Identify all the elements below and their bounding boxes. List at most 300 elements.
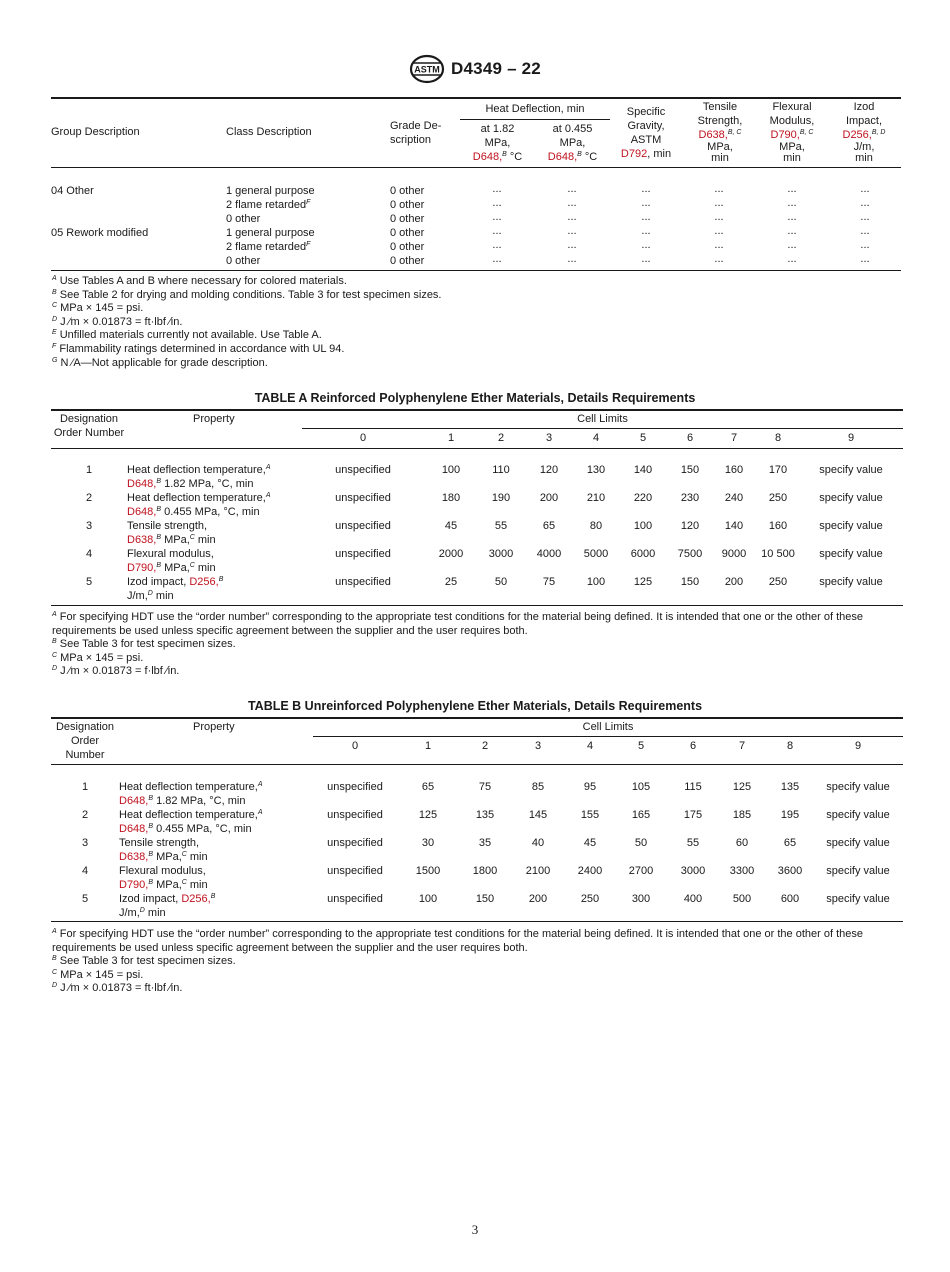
property-line-1 [127, 576, 223, 590]
footnote [52, 982, 182, 995]
d648-link[interactable]: D648, [472, 151, 503, 163]
sg-line3: ASTM [630, 134, 662, 146]
hd-b-line2: MPa, [559, 137, 586, 149]
value-cell: ... [714, 183, 724, 195]
cell-limit-header: 1 [447, 432, 455, 444]
iz-line2: Impact, [845, 115, 883, 127]
cell-limit-value: specify value [826, 837, 890, 849]
cell-limit-value: 1800 [472, 865, 498, 877]
cell-limit-value: specify value [826, 865, 890, 877]
footnote-mark: D [52, 982, 58, 990]
cell-limit-header: 3 [534, 740, 542, 752]
ts-line2: Strength, [697, 115, 743, 127]
property-units: min [186, 851, 208, 863]
footnote-mark: B [148, 851, 154, 858]
cell-limit-value: 65 [783, 837, 797, 849]
value-cell: ... [492, 197, 502, 209]
property-line-1 [127, 520, 207, 534]
footnote-mark: B [156, 478, 162, 485]
property-name: Heat deflection temperature, [127, 464, 266, 476]
footnote [52, 316, 182, 329]
footnote-text: Use Tables A and B where necessary for colored materials. [59, 275, 347, 287]
col-header-class: Class Description [226, 126, 312, 138]
iz-line1: Izod [853, 101, 875, 113]
d648-link[interactable]: D648, [547, 151, 578, 163]
table-b-h-property: Property [193, 721, 235, 733]
footnote-text: requirements be used unless specific agreement between the supplier and the user requires both. [52, 624, 528, 637]
svg-text:ASTM: ASTM [414, 64, 440, 75]
cell-limit-value: 230 [680, 492, 700, 504]
cell-limit-value: 195 [780, 809, 800, 821]
cell-limit-value: 160 [768, 520, 788, 532]
footnote [52, 969, 143, 982]
order-number: 4 [85, 548, 93, 560]
cell-limit-value: 150 [680, 576, 700, 588]
footnote-mark: C [52, 302, 58, 310]
cell-limit-value: 3300 [729, 865, 755, 877]
property-units: 1.82 MPa, °C, min [153, 795, 246, 807]
property-line-1 [119, 809, 262, 823]
property-name: Heat deflection temperature, [127, 492, 266, 504]
value-cell: ... [492, 225, 502, 237]
standard-link[interactable]: D648, [127, 478, 157, 490]
footnote-text: See Table 3 for test specimen sizes. [59, 955, 236, 968]
class-description [226, 185, 315, 199]
value-cell: ... [787, 211, 797, 223]
cell-limit-value: 210 [586, 492, 606, 504]
footnote [52, 343, 344, 356]
property-line-1 [119, 837, 199, 851]
cell-limit-value: 150 [680, 464, 700, 476]
footnote-mark: D [147, 590, 153, 597]
footnote-text: J ⁄m × 0.01873 = f·lbf ⁄in. [60, 665, 180, 678]
d792-link[interactable]: D792 [620, 148, 648, 160]
footnote [52, 275, 347, 288]
cell-limit-value: 95 [583, 781, 597, 793]
fm-line2: Modulus, [769, 115, 815, 127]
cell-limit-value: 125 [418, 809, 438, 821]
iz-line5: min [855, 152, 873, 164]
value-cell: ... [641, 225, 651, 237]
cell-limit-value: 1500 [415, 865, 441, 877]
cell-limit-value: specify value [819, 464, 883, 476]
footnote-text: See Table 2 for drying and molding conditions. Table 3 for test specimen sizes. [59, 288, 442, 301]
standard-link[interactable]: D790, [127, 562, 157, 574]
grade-description: 0 other [390, 185, 425, 197]
footnote [52, 329, 322, 342]
cell-limit-value: unspecified [335, 464, 391, 476]
cell-limit-value: 3000 [488, 548, 514, 560]
property-line-2 [127, 478, 253, 492]
cell-limit-value: 200 [539, 492, 559, 504]
footnote-mark: F [52, 343, 57, 350]
value-cell: ... [787, 183, 797, 195]
table-b-h-desig-3: Number [65, 749, 105, 761]
cell-limit-value: 165 [631, 809, 651, 821]
cell-limit-value: 65 [421, 781, 435, 793]
footnote-mark: B [156, 562, 162, 569]
cell-limit-value: 200 [724, 576, 744, 588]
cell-limit-header: 8 [774, 432, 782, 444]
property-name: Tensile strength, [119, 837, 200, 849]
cell-limit-header: 0 [351, 740, 359, 752]
value-cell: ... [641, 183, 651, 195]
standard-link[interactable]: D638, [127, 534, 157, 546]
d256-link[interactable]: D256, [842, 129, 872, 141]
property-line-2 [127, 590, 174, 604]
sg-line4: D792, min [620, 148, 672, 160]
cell-limit-value: 155 [580, 809, 600, 821]
cell-limit-value: 80 [589, 520, 603, 532]
sg-line2: Gravity, [627, 120, 665, 132]
cell-limit-value: 140 [724, 520, 744, 532]
cell-limit-header: 2 [497, 432, 505, 444]
cell-limit-value: 250 [768, 576, 788, 588]
cell-limit-value: 190 [491, 492, 511, 504]
footnote [52, 652, 143, 665]
table-a-title: TABLE A Reinforced Polyphenylene Ether Materials, Details Requirements [254, 391, 696, 405]
d790-link[interactable]: D790, [770, 129, 800, 141]
footnote-mark: E [52, 329, 57, 337]
cell-limit-value: 135 [475, 809, 495, 821]
value-cell: ... [641, 239, 651, 251]
footnote-text: MPa × 145 = psi. [60, 968, 144, 981]
property-line-1 [119, 781, 262, 795]
cell-limit-value: unspecified [327, 893, 383, 905]
order-number: 1 [81, 781, 89, 793]
property-units: min [186, 879, 208, 891]
standard-link[interactable]: D790, [119, 879, 149, 891]
footnote [52, 625, 528, 638]
value-cell: ... [714, 239, 724, 251]
footnote-mark: B [210, 893, 216, 900]
cell-limit-value: unspecified [327, 781, 383, 793]
class-label: 1 general purpose [226, 185, 315, 197]
order-number: 1 [85, 464, 93, 476]
document-number: D4349 – 22 [451, 59, 541, 78]
page-number: 3 [471, 1222, 479, 1237]
value-cell: ... [567, 197, 577, 209]
cell-limit-header: 2 [481, 740, 489, 752]
cell-limit-value: 150 [475, 893, 495, 905]
cell-limit-value: 300 [631, 893, 651, 905]
cell-limit-value: 100 [633, 520, 653, 532]
footnote-mark: B [148, 879, 154, 886]
property-line-2 [119, 823, 252, 837]
cell-limit-value: specify value [819, 492, 883, 504]
footnote-mark: F [306, 199, 311, 206]
footnote-mark: A [52, 275, 57, 282]
value-cell: ... [641, 253, 651, 265]
cell-limit-header: 5 [637, 740, 645, 752]
cell-limit-value: specify value [826, 893, 890, 905]
cell-limit-value: 2400 [577, 865, 603, 877]
class-label: 1 general purpose [226, 227, 315, 239]
cell-limit-value: 220 [633, 492, 653, 504]
cell-limit-value: 2000 [438, 548, 464, 560]
standard-link[interactable]: D256, [181, 893, 211, 905]
cell-limit-header: 4 [592, 432, 600, 444]
order-number: 3 [81, 837, 89, 849]
cell-limit-value: unspecified [327, 865, 383, 877]
cell-limit-value: unspecified [335, 520, 391, 532]
cell-limit-value: 100 [441, 464, 461, 476]
order-number: 5 [81, 893, 89, 905]
footnote-mark: A [265, 464, 271, 471]
cell-limit-value: unspecified [335, 492, 391, 504]
col-header-grade-1: Grade De- [390, 120, 442, 132]
property-line-2 [119, 795, 245, 809]
fm-line5: min [783, 152, 801, 164]
property-name: Heat deflection temperature, [119, 809, 258, 821]
value-cell: ... [492, 183, 502, 195]
cell-limit-value: 125 [633, 576, 653, 588]
cell-limit-value: 500 [732, 893, 752, 905]
property-line-1 [119, 865, 206, 879]
footnote-mark: C [181, 851, 187, 858]
footnote [52, 302, 143, 315]
footnote-mark: A [52, 611, 57, 618]
cell-limit-value: 185 [732, 809, 752, 821]
cell-limit-value: 50 [634, 837, 648, 849]
footnote-text: Unfilled materials currently not available. Use Table A. [59, 329, 322, 342]
grade-description: 0 other [390, 213, 425, 225]
cell-limit-value: 110 [492, 464, 510, 476]
value-cell: ... [714, 197, 724, 209]
cell-limit-value: 5000 [583, 548, 609, 560]
value-cell: ... [860, 183, 870, 195]
cell-limit-header: 8 [786, 740, 794, 752]
grade-description: 0 other [390, 241, 425, 253]
table-a-h-desig-1: Designation [59, 413, 119, 425]
footnote-mark: C [189, 562, 195, 569]
value-cell: ... [860, 225, 870, 237]
cell-limit-value: 3000 [680, 865, 706, 877]
cell-limit-value: 55 [686, 837, 700, 849]
table-a-h-desig-2: Order Number [53, 427, 125, 439]
cell-limit-value: 115 [684, 781, 702, 793]
property-units: MPa, [153, 851, 182, 863]
cell-limit-header: 1 [424, 740, 432, 752]
cell-limit-value: 145 [528, 809, 548, 821]
cell-limit-value: unspecified [335, 548, 391, 560]
cell-limit-value: 4000 [536, 548, 562, 560]
cell-limit-value: 160 [724, 464, 744, 476]
astm-logo-icon [409, 54, 445, 84]
footnote-mark: A [52, 928, 57, 935]
value-cell: ... [492, 239, 502, 251]
d638-link[interactable]: D638, [698, 129, 728, 141]
fm-line3: D790,$^{B, C}$ [770, 129, 814, 141]
value-cell: ... [641, 197, 651, 209]
value-cell: ... [714, 211, 724, 223]
value-cell: ... [567, 183, 577, 195]
footnote-mark: C [52, 651, 58, 659]
class-description [226, 199, 310, 213]
footnote [52, 611, 863, 624]
property-line-2 [119, 879, 208, 893]
cell-limit-value: 60 [735, 837, 749, 849]
footnote-mark: A [257, 809, 263, 816]
standard-link[interactable]: D648, [127, 506, 157, 518]
order-number: 2 [81, 809, 89, 821]
footnote-mark: D [52, 665, 58, 673]
cell-limit-value: 250 [580, 893, 600, 905]
sg-line1: Specific [626, 106, 666, 118]
group-description: 04 Other [51, 185, 94, 197]
cell-limit-value: specify value [819, 548, 883, 560]
fm-line4: MPa, [779, 141, 805, 153]
footnote [52, 928, 863, 941]
footnote-text: N ⁄A—Not applicable for grade description. [60, 356, 268, 369]
cell-limit-value: unspecified [327, 809, 383, 821]
cell-limit-value: specify value [826, 781, 890, 793]
value-cell: ... [567, 239, 577, 251]
cell-limit-value: 240 [724, 492, 744, 504]
footnote-text: See Table 3 for test specimen sizes. [59, 638, 236, 651]
property-name: Izod impact, [127, 576, 190, 588]
property-units: 1.82 MPa, °C, min [161, 478, 254, 490]
property-line-2 [119, 907, 166, 921]
cell-limit-header: 5 [639, 432, 647, 444]
footnote-mark: B [156, 534, 162, 541]
footnote-text: For specifying HDT use the “order number” corresponding to the appropriate test conditions for the material being defined. It is intended that one or the other of these [59, 611, 863, 623]
footnote-mark: C [189, 534, 195, 541]
value-cell: ... [787, 197, 797, 209]
footnote-mark: B [218, 576, 224, 583]
property-line-1 [127, 464, 270, 478]
standard-link[interactable]: D256, [189, 576, 219, 588]
cell-limit-value: 140 [633, 464, 653, 476]
property-line-2 [127, 534, 216, 548]
standard-link[interactable]: D648, [119, 823, 149, 835]
class-description [226, 255, 260, 269]
cell-limit-value: 10 500 [761, 548, 795, 560]
footnote [52, 942, 528, 955]
footnote [52, 955, 236, 968]
property-line-2 [127, 506, 260, 520]
cell-limit-header: 9 [854, 740, 862, 752]
property-units: MPa, [161, 534, 190, 546]
cell-limit-value: 45 [583, 837, 597, 849]
value-cell: ... [787, 225, 797, 237]
table-b-h-desig-2: Order [70, 735, 100, 747]
property-units: 0.455 MPa, °C, min [153, 823, 252, 835]
cell-limit-value: 25 [444, 576, 458, 588]
footnote [52, 665, 179, 678]
cell-limit-header: 9 [847, 432, 855, 444]
cell-limit-value: specify value [826, 809, 890, 821]
hd-a-line3: D648,$^B$ °C [472, 151, 523, 163]
iz-line4: J/m, [853, 141, 875, 153]
cell-limit-value: 2700 [628, 865, 654, 877]
property-units: MPa, [161, 562, 190, 574]
cell-limit-value: 2100 [525, 865, 551, 877]
cell-limit-value: specify value [819, 520, 883, 532]
value-cell: ... [714, 225, 724, 237]
property-name: Izod impact, [119, 893, 182, 905]
footnote-mark: F [306, 241, 311, 248]
property-name: Flexural modulus, [119, 865, 206, 877]
property-units: min [152, 590, 174, 602]
value-cell: ... [567, 253, 577, 265]
class-description [226, 241, 310, 255]
cell-limit-value: 120 [680, 520, 700, 532]
table-a-h-property: Property [193, 413, 235, 425]
footnote-text: For specifying HDT use the “order number” corresponding to the appropriate test conditions for the material being defined. It is intended that one or the other of these [59, 928, 863, 940]
order-number: 3 [85, 520, 93, 532]
class-description [226, 213, 260, 227]
property-units: min [194, 562, 216, 574]
grade-description: 0 other [390, 199, 425, 211]
footnote-mark: C [181, 879, 187, 886]
footnote-text: MPa × 145 = psi. [60, 302, 144, 315]
hd-a-line2: MPa, [484, 137, 511, 149]
order-number: 4 [81, 865, 89, 877]
grade-description: 0 other [390, 255, 425, 267]
cell-limit-value: 135 [780, 781, 800, 793]
value-cell: ... [787, 253, 797, 265]
table-b-title: TABLE B Unreinforced Polyphenylene Ether Materials, Details Requirements [247, 699, 703, 713]
property-line-1 [127, 492, 270, 506]
cell-limit-value: 40 [531, 837, 545, 849]
cell-limit-value: 170 [768, 464, 788, 476]
class-label: 0 other [226, 255, 261, 267]
cell-limit-value: 400 [683, 893, 703, 905]
class-label: 0 other [226, 213, 261, 225]
cell-limit-value: unspecified [335, 576, 391, 588]
order-number: 5 [85, 576, 93, 588]
value-cell: ... [860, 253, 870, 265]
standard-link[interactable]: D648, [119, 795, 149, 807]
property-line-1 [127, 548, 214, 562]
cell-limit-value: 30 [421, 837, 435, 849]
ts-line1: Tensile [702, 101, 738, 113]
table-b-h-desig-1: Designation [55, 721, 115, 733]
value-cell: ... [567, 225, 577, 237]
footnote-mark: D [52, 315, 58, 323]
cell-limit-value: 9000 [721, 548, 747, 560]
iz-line3: D256,$^{B, D}$ [842, 129, 886, 141]
cell-limit-value: 120 [539, 464, 559, 476]
class-label: 2 flame retarded [226, 199, 307, 211]
standard-link[interactable]: D638, [119, 851, 149, 863]
cell-limit-value: 3600 [777, 865, 803, 877]
footnote-mark: B [52, 288, 57, 296]
cell-limit-value: 7500 [677, 548, 703, 560]
footnote-mark: A [257, 781, 263, 788]
ts-line5: min [711, 152, 729, 164]
cell-limit-value: specify value [819, 576, 883, 588]
group-description: 05 Rework modified [51, 227, 149, 239]
cell-limit-value: 6000 [630, 548, 656, 560]
value-cell: ... [567, 211, 577, 223]
footnote [52, 289, 442, 302]
property-units: MPa, [153, 879, 182, 891]
ts-line3: D638,$^{B, C}$ [698, 129, 742, 141]
cell-limit-value: 65 [542, 520, 556, 532]
footnote-mark: G [52, 356, 58, 364]
col-header-group: Group Description [51, 126, 140, 138]
cell-limit-value: 175 [683, 809, 703, 821]
property-units: min [144, 907, 166, 919]
class-description [226, 227, 315, 241]
cell-limit-value: 250 [768, 492, 788, 504]
grade-description: 0 other [390, 227, 425, 239]
property-units: min [194, 534, 216, 546]
footnote [52, 357, 268, 370]
footnote-mark: D [139, 907, 145, 914]
